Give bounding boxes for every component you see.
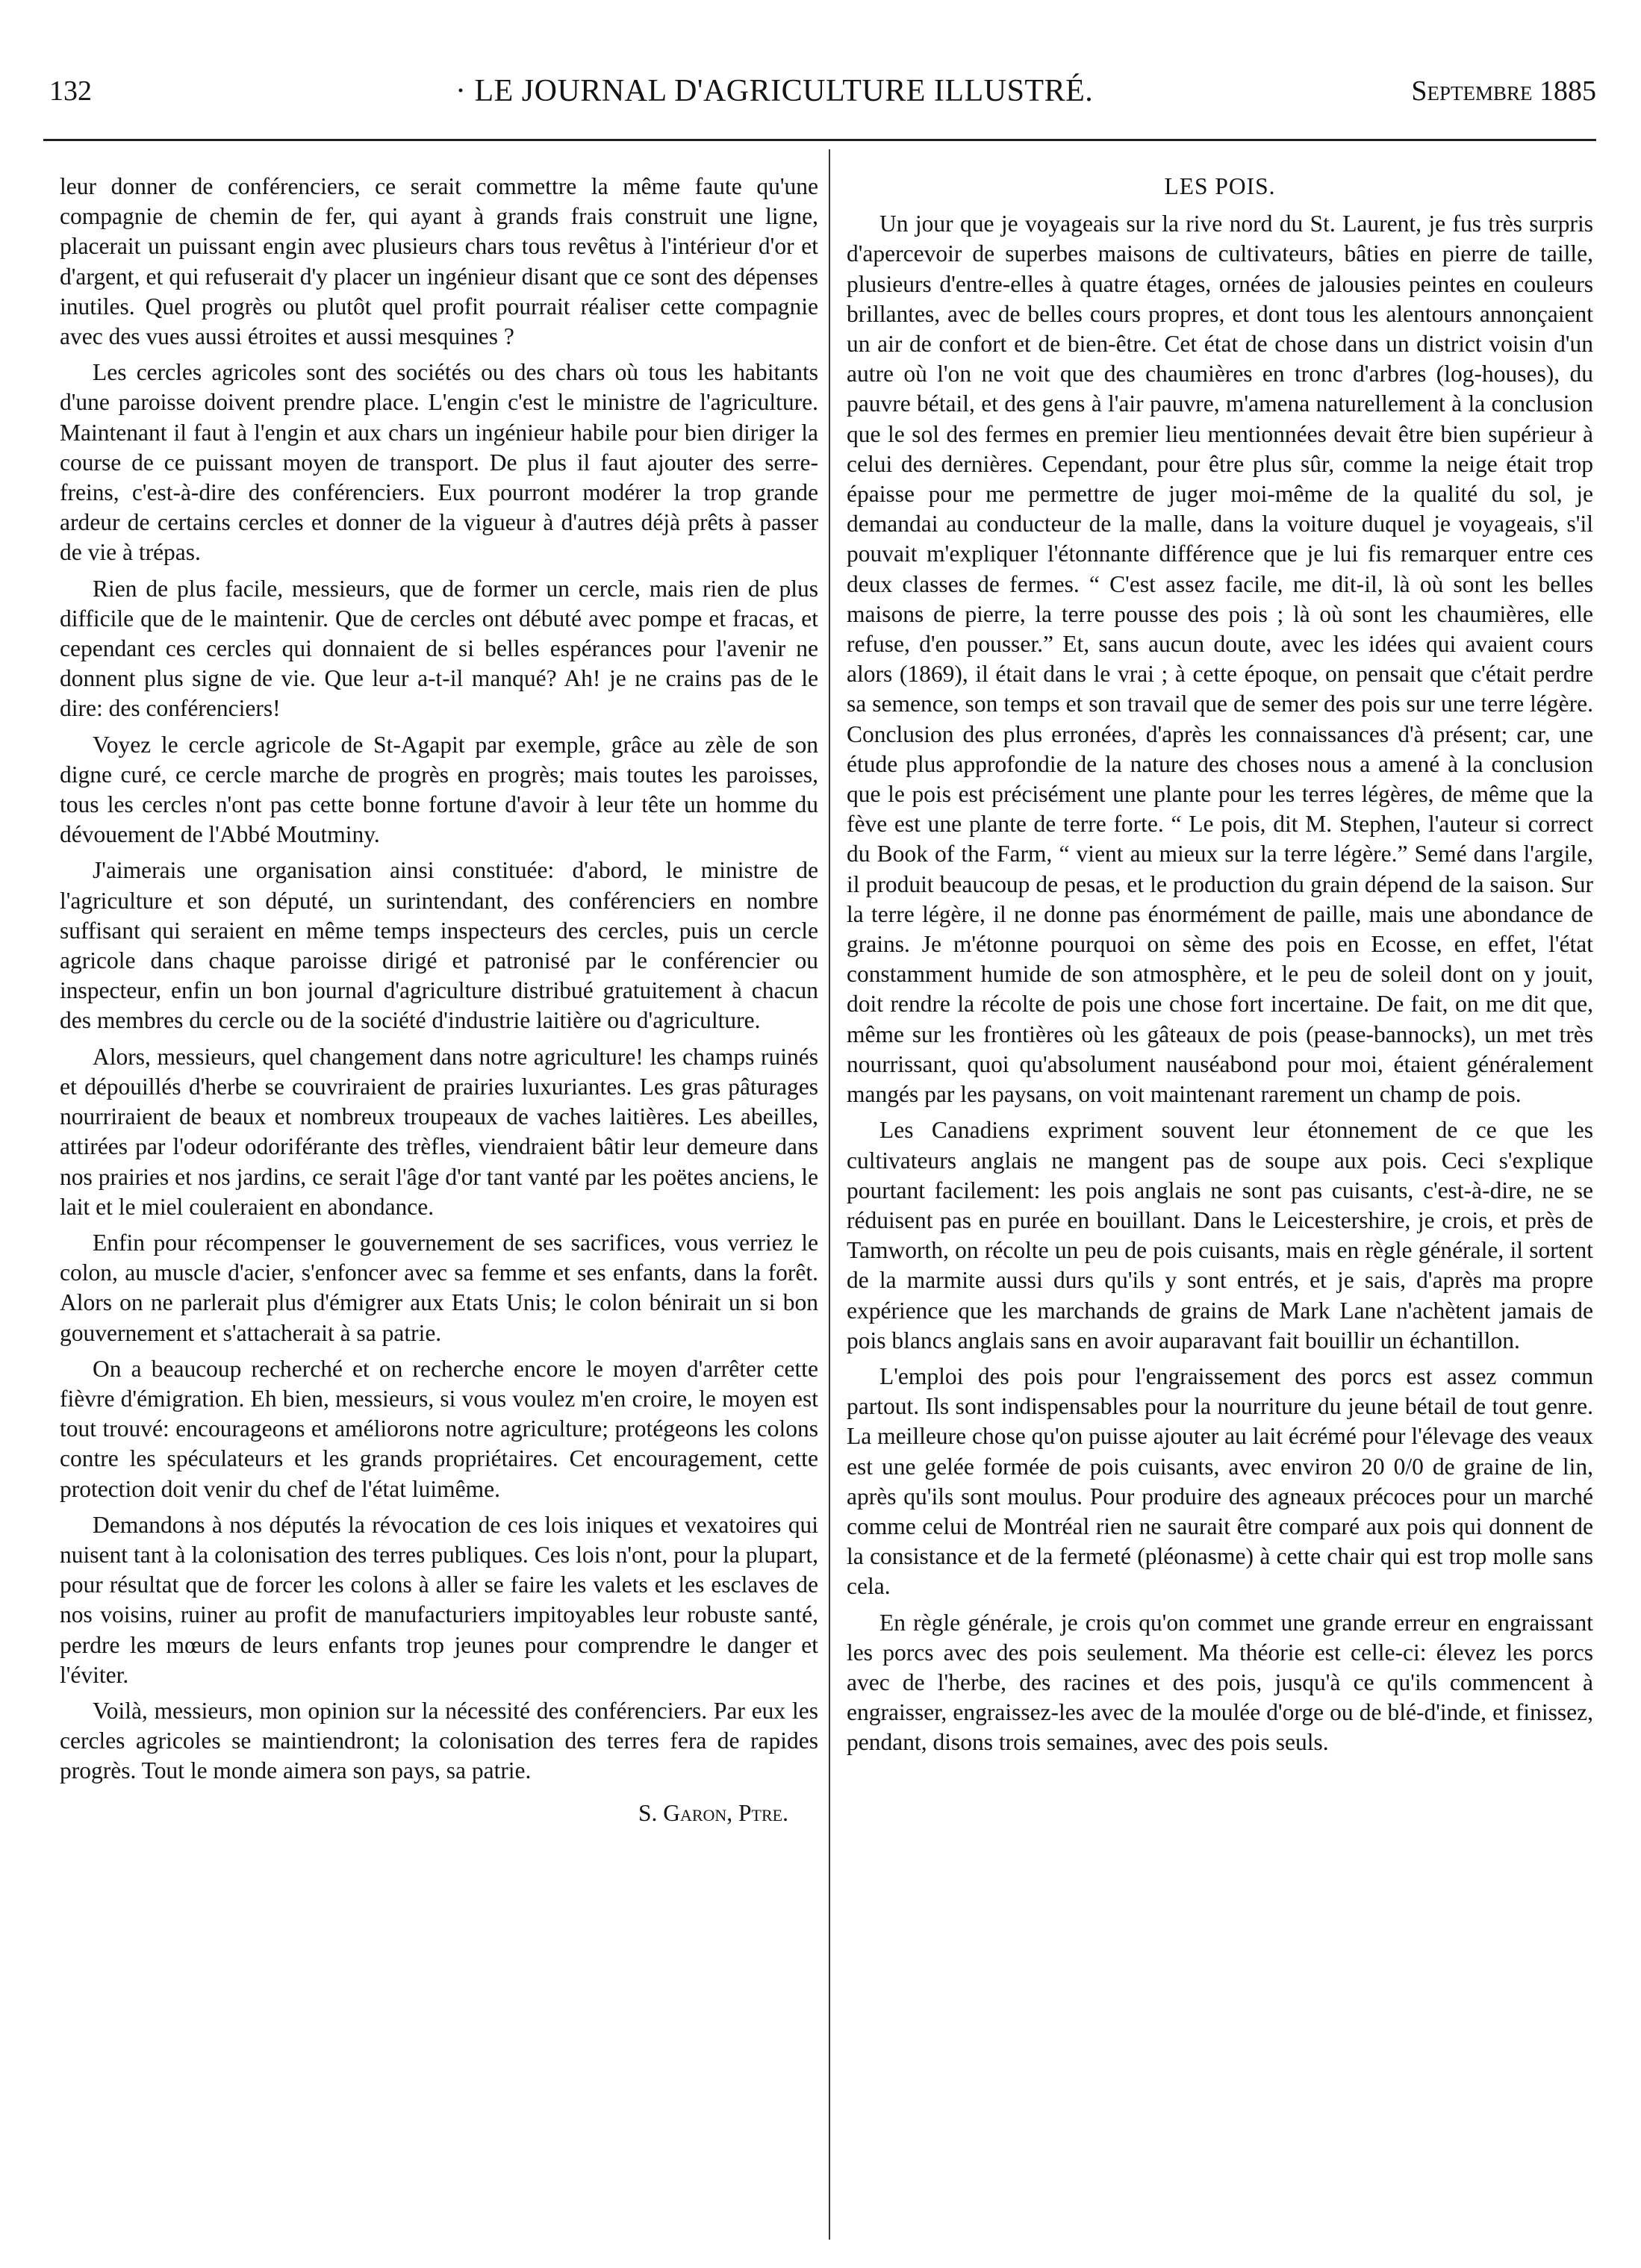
paragraph: Demandons à nos députés la révocation de ces lois iniques et vexatoires qui nuisent tant à la colonisation des terres publiques. Ces lois n'ont, pour la plupart, pour résultat que de forcer les colons à aller se faire les valets et les esclaves de nos voisins, ruiner au profit de manufacturiers impitoyables leur robuste santé, perdre les mœurs de leurs enfants trop jeunes pour comprendre le danger et l'éviter. (60, 1511, 818, 1688)
article-heading: LES POIS. (1164, 173, 1276, 199)
page-header (43, 52, 1596, 124)
journal-title: · LE JOURNAL D'AGRICULTURE ILLUSTRÉ. (455, 74, 1094, 108)
paragraph: Rien de plus facile, messieurs, que de former un cercle, mais rien de plus difficile que de le maintenir. Que de cercles ont débuté avec pompe et fracas, et cependant ces cercles qui donnaient de si belles espérances pour l'avenir ne donnent plus signe de vie. Que leur a-t-il manqué? Ah! je ne crains pas de le dire: des conférenciers! (60, 575, 818, 722)
paragraph: leur donner de conférenciers, ce serait commettre la même faute qu'une compagnie de chemin de fer, qui ayant à grands frais construit une ligne, placerait un puissant engin avec plusieurs chars tous revêtus à l'intérieur d'or et d'argent, et qui refuserait d'y placer un ingénieur disant que ce sont des dépenses inutiles. Quel progrès ou plutôt quel profit pourrait réaliser cette compagnie avec des vues aussi étroites et aussi mesquines ? (60, 173, 818, 350)
paragraph: Voilà, messieurs, mon opinion sur la nécessité des conférenciers. Par eux les cercles agricoles se maintiendront; la colonisation des terres fera de rapides progrès. Tout le monde aimera son pays, sa patrie. (60, 1697, 818, 1784)
paragraph: Les cercles agricoles sont des sociétés ou des chars où tous les habitants d'une paroisse doivent prendre place. L'engin c'est le ministre de l'agriculture. Maintenant il faut à l'engin et aux chars un ingénieur habile pour bien diriger la course de ce puissant moyen de transport. De plus il faut ajouter des serre-freins, c'est-à-dire des conférenciers. Eux pourront modérer la trop grande ardeur de certains cercles et donner de la vigueur à d'autres déjà prêts à passer de vie à trépas. (60, 359, 818, 566)
page-number: 132 (49, 75, 92, 107)
paragraph: Alors, messieurs, quel changement dans notre agriculture! les champs ruinés et dépouillés d'herbe se couvriraient de prairies luxuriantes. Les gras pâturages nourriraient de beaux et nombreux troupeaux de vaches laitières. Les abeilles, attirées par l'odeur odoriférante des trèfles, viendraient bâtir leur demeure dans nos prairies et nos jardins, ce serait l'âge d'or tant vanté par les poëtes anciens, le lait et le miel couleraient en abondance. (60, 1043, 818, 1220)
paragraph: Voyez le cercle agricole de St-Agapit par exemple, grâce au zèle de son digne curé, ce cercle marche de progrès en progrès; mais toutes les paroisses, tous les cercles n'ont pas cette bonne fortune d'avoir à leur tête un homme du dévouement de l'Abbé Moutminy. (60, 731, 818, 848)
newspaper-page (43, 52, 1596, 2247)
right-column (847, 172, 1593, 1764)
paragraph: En règle générale, je crois qu'on commet une grande erreur en engraissant les porcs avec des pois seulement. Ma théorie est celle-ci: élevez les porcs avec de l'herbe, des racines et des pois, jusqu'à ce qu'ils commencent à engraisser, engraissez-les avec de la moulée d'orge ou de blé-d'inde, et finissez, pendant, disons trois semaines, avec des pois seuls. (847, 1609, 1593, 1756)
left-column (60, 172, 818, 1828)
issue-date: Septembre 1885 (1411, 75, 1596, 107)
paragraph: On a beaucoup recherché et on recherche encore le moyen d'arrêter cette fièvre d'émigration. Eh bien, messieurs, si vous voulez m'en croire, le moyen est tout trouvé: encourageons et améliorons notre agriculture; protégeons les colons contre les spéculateurs et les grands propriétaires. Cet encouragement, cette protection doit venir du chef de l'état luimême. (60, 1355, 818, 1502)
paragraph: Un jour que je voyageais sur la rive nord du St. Laurent, je fus très surpris d'apercevoir de superbes maisons de cultivateurs, bâties en pierre de taille, plusieurs d'entre-elles à quatre étages, ornées de jalousies peintes en couleurs brillantes, avec de belles cours propres, et dont tous les alentours annonçaient un air de confort et de bien-être. Cet état de chose dans un district voisin d'un autre où l'on ne voit que des chaumières en tronc d'arbres (log-houses), du pauvre bétail, et des gens à l'air pauvre, m'amena naturellement à la conclusion que le sol des fermes en premier lieu mentionnées devait être bien supérieur à celui des dernières. Cependant, pour être plus sûr, comme la neige était trop épaisse pour me permettre de juger moi-même de la qualité du sol, je demandai au conducteur de la malle, dans la voiture duquel je voyageais, s'il pouvait m'expliquer l'étonnante différence que je lui fis remarquer entre ces deux classes de fermes. “ C'est assez facile, me dit-il, là où sont les belles maisons de pierre, la terre pousse des pois ; là où sont les chaumières, elle refuse, d'en pousser.” Et, sans aucun doute, avec les idées qui avaient cours alors (1869), il était dans le vrai ; à cette époque, on pensait que c'était perdre sa semence, son temps et son travail que de semer des pois sur une terre légère. Conclusion des plus erronées, d'après les connaissances d'à présent; car, une étude plus approfondie de la nature des choses nous a amené à la conclusion que le pois est précisément une plante pour les terres légères, de même que la fève est une plante de terre forte. “ Le pois, dit M. Stephen, l'auteur si correct du Book of the Farm, “ vient au mieux sur la terre légère.” Semé dans l'argile, il produit beaucoup de pesas, et le production du grain dépend de la saison. Sur la terre légère, il ne donne pas énormément de paille, mais une abondance de grains. Je m'étonne pourquoi on sème des pois en Ecosse, en effet, l'état constamment humide de son atmosphère, et le peu de soleil dont on y jouit, doit rendre la récolte de pois une chose fort incertaine. De fait, on me dit que, même sur les frontières où les gâteaux de pois (pease-bannocks), un met très nourrissant, quoi qu'absolument nauséabond pour moi, étaient généralement mangés par les paysans, on voit maintenant rarement un champ de pois. (847, 211, 1593, 1108)
column-divider (829, 149, 830, 2240)
paragraph: J'aimerais une organisation ainsi constituée: d'abord, le ministre de l'agriculture et son député, un surintendant, des conférenciers en nombre suffisant qui seraient en même temps inspecteurs des cercles, puis un cercle agricole dans chaque paroisse dirigé et patronisé par le conférencier ou inspecteur, enfin un bon journal d'agriculture distribué gratuitement à chacun des membres du cercle ou de la société d'industrie laitière ou d'agriculture. (60, 857, 818, 1034)
paragraph: Enfin pour récompenser le gouvernement de ses sacrifices, vous verriez le colon, au muscle d'acier, s'enfoncer avec sa femme et ses enfants, dans la forêt. Alors on ne parlerait plus d'émigrer aux Etats Unis; le colon bénirait un si bon gouvernement et s'attacherait à sa patrie. (60, 1229, 818, 1346)
paragraph: L'emploi des pois pour l'engraissement des porcs est assez commun partout. Ils sont indispensables pour la nourriture du jeune bétail de tout genre. La meilleure chose qu'on puisse ajouter au lait écrémé pour l'élevage des veaux est une gelée formée de pois cuisants, avec environ 20 0/0 de graine de lin, après qu'ils sont moulus. Pour produire des agneaux précoces pour un marché comme celui de Montréal rien ne saurait être comparé aux pois qui donnent de la consistance et de la fermeté (pléonasme) à cette chair qui est trop molle sans cela. (847, 1362, 1593, 1600)
article-signature: S. Garon, Ptre. (638, 1799, 788, 1826)
header-rule (43, 139, 1596, 141)
paragraph: Les Canadiens expriment souvent leur étonnement de ce que les cultivateurs anglais ne mangent pas de soupe aux pois. Ceci s'explique pourtant facilement: les pois anglais ne sont pas cuisants, c'est-à-dire, ne se réduisent pas en purée en bouillant. Dans le Leicestershire, je crois, et près de Tamworth, on récolte un peu de pois cuisants, mais en règle générale, il sortent de la marmite aussi durs qu'ils y sont entrés, et je sais, d'après ma propre expérience que les marchands de grains de Mark Lane n'achètent jamais de pois blancs anglais sans en avoir auparavant fait bouillir un échantillon. (847, 1117, 1593, 1353)
